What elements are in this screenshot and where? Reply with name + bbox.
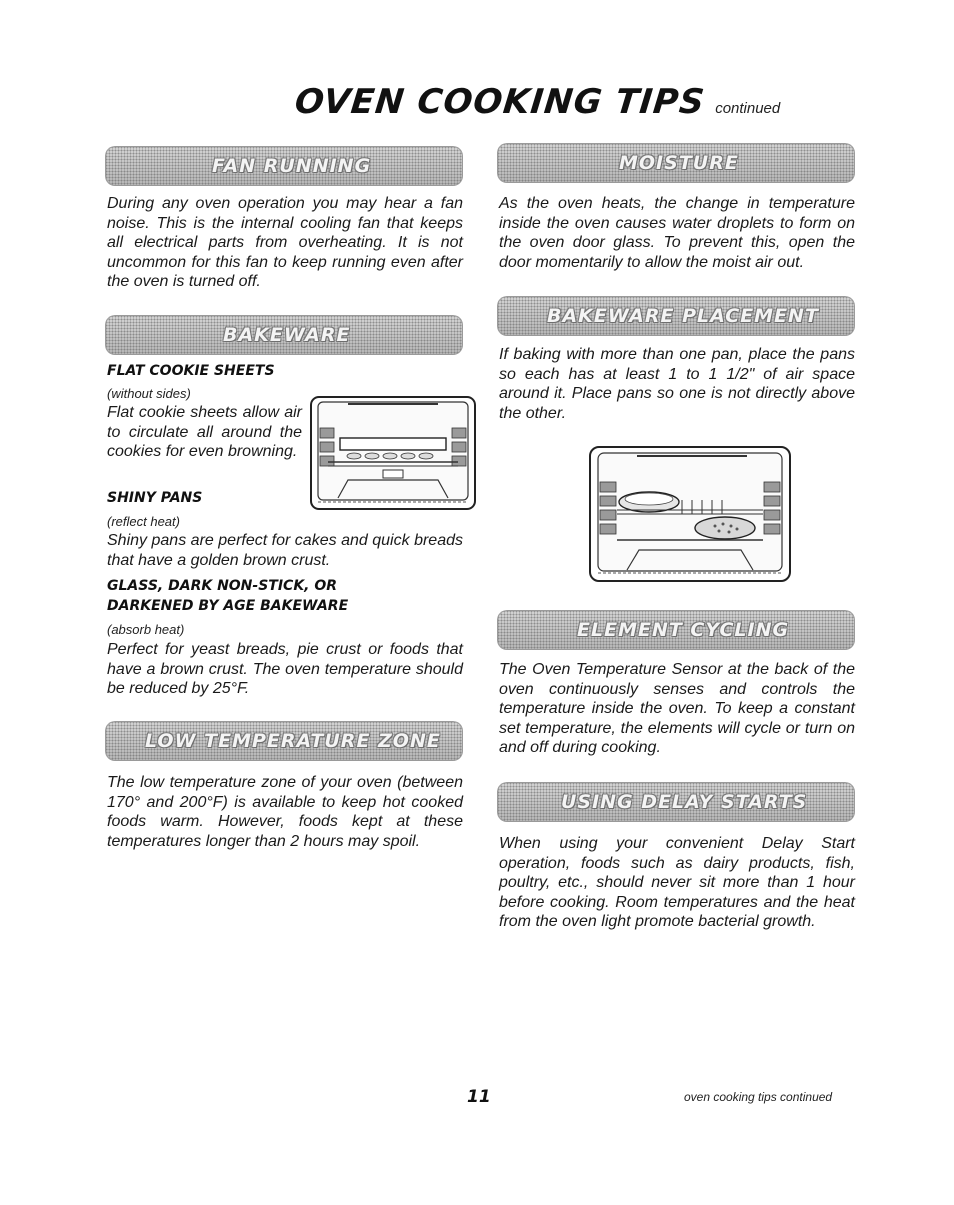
bakeware-placement-banner bbox=[497, 296, 855, 336]
fan-running-heading: FAN RUNNING bbox=[212, 155, 372, 177]
delay-starts-banner bbox=[497, 782, 855, 822]
element-cycling-banner bbox=[497, 610, 855, 650]
element-cycling-text: The Oven Temperature Sensor at the back of the oven continuously senses and controls the temperature inside the oven. To keep a constant set temperature, the elements will cycle or turn on and off during cooking. bbox=[499, 661, 855, 756]
pan-placement-oven-illustration bbox=[587, 444, 793, 584]
title-main: OVEN COOKING TIPS bbox=[292, 82, 707, 122]
low-temp-heading: LOW TEMPERATURE ZONE bbox=[145, 730, 441, 752]
glass-note: (absorb heat) bbox=[107, 622, 185, 637]
moisture-text: As the oven heats, the change in temperature inside the oven causes water droplets to form on the oven door glass. To prevent this, open the door momentarily to allow the moist air out. bbox=[499, 195, 855, 271]
glass-text: Perfect for yeast breads, pie crust or foods that have a brown crust. The oven temperature should be reduced by 25°F. bbox=[107, 641, 463, 697]
fan-running-text: During any oven operation you may hear a fan noise. This is the internal cooling fan that keeps all electrical parts from overheating. It is not uncommon for this fan to keep running even after the oven is turned off. bbox=[107, 195, 463, 290]
title-suffix: continued bbox=[715, 100, 781, 117]
delay-starts-text: When using your convenient Delay Start operation, foods such as dairy products, fish, poultry, etc., should never sit more than 1 hour before cooking. Room temperatures and the heat from the oven light promote bacterial growth. bbox=[499, 835, 855, 930]
flat-cookie-note: (without sides) bbox=[107, 386, 191, 401]
moisture-banner bbox=[497, 143, 855, 183]
moisture-heading: MOISTURE bbox=[619, 152, 739, 174]
bakeware-banner bbox=[105, 315, 463, 355]
cookie-sheet-oven-illustration bbox=[308, 394, 478, 512]
glass-heading-line2: DARKENED BY AGE BAKEWARE bbox=[107, 598, 349, 614]
flat-cookie-text: Flat cookie sheets allow air to circulate all around the cookies for even browning. bbox=[107, 404, 302, 460]
page-title bbox=[292, 82, 781, 122]
bakeware-placement-heading: BAKEWARE PLACEMENT bbox=[547, 305, 819, 327]
bakeware-placement-text: If baking with more than one pan, place the pans so each has at least 1 to 1 1/2" of air space around it. Place pans so one is not directly above the other. bbox=[499, 346, 855, 422]
fan-running-banner bbox=[105, 146, 463, 186]
glass-heading-line1: GLASS, DARK NON-STICK, OR bbox=[107, 578, 338, 594]
delay-starts-heading: USING DELAY STARTS bbox=[561, 791, 808, 813]
footer-text: oven cooking tips continued bbox=[684, 1090, 833, 1104]
shiny-pans-note: (reflect heat) bbox=[107, 514, 180, 529]
flat-cookie-heading: FLAT COOKIE SHEETS bbox=[107, 363, 275, 379]
low-temp-banner bbox=[105, 721, 463, 761]
low-temp-text: The low temperature zone of your oven (between 170° and 200°F) is available to keep hot cooked foods warm. However, foods kept at these temperatures longer than 2 hours may spoil. bbox=[107, 774, 463, 850]
shiny-pans-heading: SHINY PANS bbox=[107, 490, 203, 506]
bakeware-heading: BAKEWARE bbox=[223, 324, 351, 346]
shiny-pans-text: Shiny pans are perfect for cakes and quick breads that have a golden brown crust. bbox=[107, 532, 463, 569]
element-cycling-heading: ELEMENT CYCLING bbox=[577, 619, 790, 641]
page-number: 11 bbox=[467, 1087, 491, 1107]
